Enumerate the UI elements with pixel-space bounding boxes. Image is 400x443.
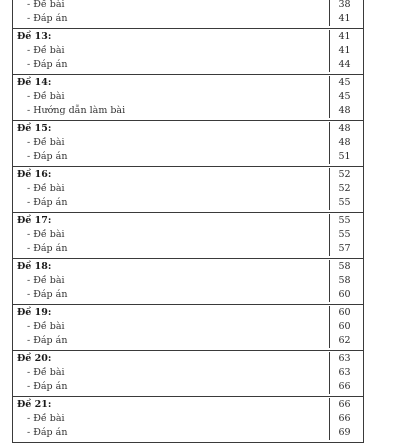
page-number: 48 <box>329 136 363 150</box>
toc-section-heading <box>13 398 363 412</box>
page-number: 63 <box>329 352 363 366</box>
entry-label: - Đáp án <box>27 197 68 208</box>
section-title: Đề 21: <box>17 399 52 410</box>
toc-section-heading <box>13 76 363 90</box>
entry-label: - Đề bài <box>27 137 65 148</box>
page-number: 52 <box>329 182 363 196</box>
page-number: 60 <box>329 306 363 320</box>
page-number: 66 <box>329 398 363 412</box>
entry-label: - Đề bài <box>27 321 65 332</box>
toc-entry <box>13 136 363 150</box>
toc-section <box>13 121 363 167</box>
page-number: 58 <box>329 260 363 274</box>
entry-label: - Đáp án <box>27 289 68 300</box>
entry-label: - Đáp án <box>27 381 68 392</box>
toc-section <box>13 75 363 121</box>
page-number: 38 <box>329 0 363 12</box>
entry-label: - Đáp án <box>27 243 68 254</box>
entry-label: - Đề bài <box>27 91 65 102</box>
toc-section <box>13 29 363 75</box>
toc-entry <box>13 412 363 426</box>
page-number: 62 <box>329 334 363 348</box>
page-number: 44 <box>329 58 363 72</box>
entry-label: - Đề bài <box>27 413 65 424</box>
page-number: 48 <box>329 104 363 118</box>
toc-entry <box>13 288 363 302</box>
toc-section <box>13 351 363 397</box>
page-number: 69 <box>329 426 363 440</box>
entry-label: - Đề bài <box>27 0 65 10</box>
entry-label: - Đề bài <box>27 229 65 240</box>
toc-section <box>13 305 363 351</box>
toc-entry <box>13 0 363 12</box>
section-title: Đề 20: <box>17 353 52 364</box>
toc-section-heading <box>13 30 363 44</box>
toc-entry <box>13 380 363 394</box>
toc-entry <box>13 242 363 256</box>
toc-entry <box>13 334 363 348</box>
toc-entry <box>13 228 363 242</box>
page-number: 45 <box>329 76 363 90</box>
page-number: 66 <box>329 380 363 394</box>
section-title: Đề 19: <box>17 307 52 318</box>
page-number: 57 <box>329 242 363 256</box>
page-number: 51 <box>329 150 363 164</box>
toc-entry <box>13 58 363 72</box>
toc-entry <box>13 274 363 288</box>
page-number: 41 <box>329 44 363 58</box>
section-title: Đề 13: <box>17 31 52 42</box>
toc-section <box>13 259 363 305</box>
toc-entry <box>13 320 363 334</box>
toc-section-heading <box>13 306 363 320</box>
entry-label: - Đáp án <box>27 59 68 70</box>
page-number: 55 <box>329 196 363 210</box>
entry-label: - Đáp án <box>27 335 68 346</box>
toc-section-heading <box>13 214 363 228</box>
page-number: 66 <box>329 412 363 426</box>
toc-section-heading <box>13 260 363 274</box>
entry-label: - Đề bài <box>27 183 65 194</box>
entry-label: - Đáp án <box>27 13 68 24</box>
table-of-contents <box>12 0 364 443</box>
page-number: 41 <box>329 12 363 26</box>
page-number: 45 <box>329 90 363 104</box>
section-title: Đề 15: <box>17 123 52 134</box>
section-title: Đề 17: <box>17 215 52 226</box>
toc-entry <box>13 12 363 26</box>
page-number: 60 <box>329 288 363 302</box>
toc-section-heading <box>13 122 363 136</box>
toc-entry <box>13 104 363 118</box>
toc-entry <box>13 44 363 58</box>
toc-entry <box>13 426 363 440</box>
page-number: 60 <box>329 320 363 334</box>
toc-section <box>13 0 363 29</box>
section-title: Đề 18: <box>17 261 52 272</box>
page-number: 48 <box>329 122 363 136</box>
entry-label: - Đề bài <box>27 275 65 286</box>
page-number: 55 <box>329 214 363 228</box>
page-number: 41 <box>329 30 363 44</box>
toc-entry <box>13 90 363 104</box>
section-title: Đề 16: <box>17 169 52 180</box>
entry-label: - Hướng dẫn làm bài <box>27 105 126 116</box>
toc-entry <box>13 150 363 164</box>
entry-label: - Đề bài <box>27 367 65 378</box>
page-number: 58 <box>329 274 363 288</box>
entry-label: - Đề bài <box>27 45 65 56</box>
toc-section-heading <box>13 352 363 366</box>
entry-label: - Đáp án <box>27 427 68 438</box>
toc-entry <box>13 182 363 196</box>
page-number: 55 <box>329 228 363 242</box>
page-number: 52 <box>329 168 363 182</box>
toc-section <box>13 213 363 259</box>
toc-entry <box>13 196 363 210</box>
toc-entry <box>13 366 363 380</box>
toc-section-heading <box>13 168 363 182</box>
section-title: Đề 14: <box>17 77 52 88</box>
entry-label: - Đáp án <box>27 151 68 162</box>
toc-section <box>13 397 363 443</box>
page-number: 63 <box>329 366 363 380</box>
toc-section <box>13 167 363 213</box>
